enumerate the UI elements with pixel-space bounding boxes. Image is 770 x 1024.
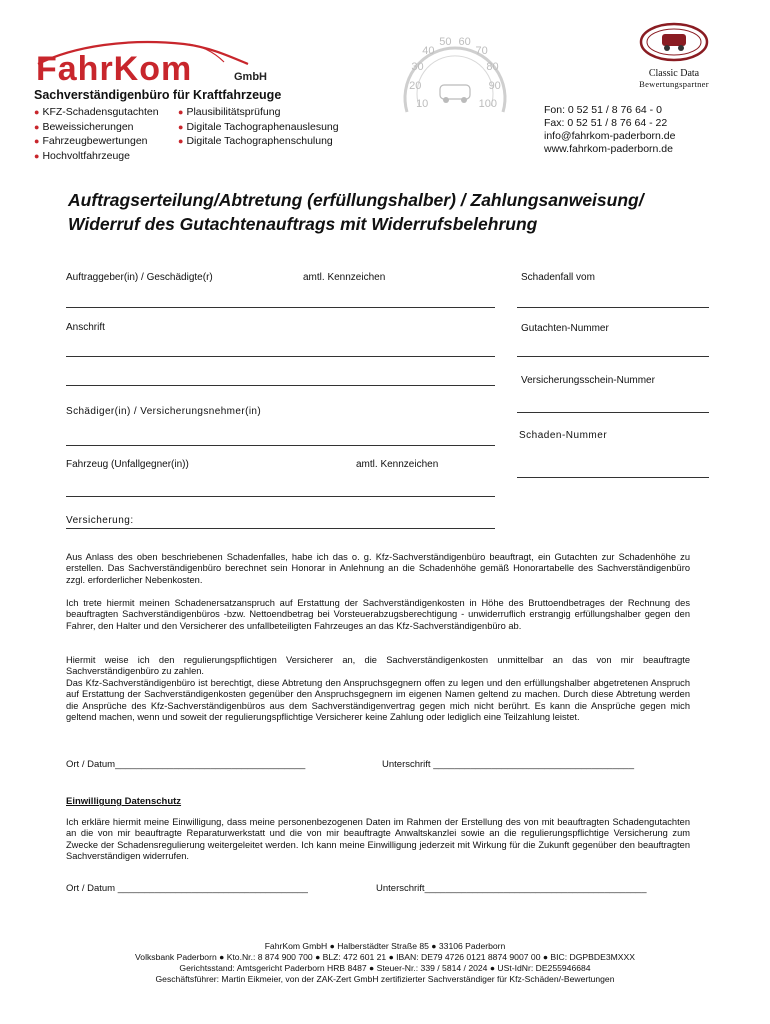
bullet-icon: ● (34, 150, 40, 161)
document-title (68, 188, 748, 236)
datenschutz-heading: Einwilligung Datenschutz (66, 796, 182, 807)
paragraph-berechtigung: Das Kfz-Sachverständigenbüro ist berechtigt, diese Abtretung den Anspruchsgegnern offen zu legen und den erfüllungshalber abgetretenen Anspruch auf Erstattung der Sachverständigenkosten gegenüber den Anspruchsgegnern im eigenen Namen geltend zu machen. Durch diese Abtretung werden die Ansprüche des Kfz-Sachverständigenbüros aus dem Sachverständigenvertrag gegen mich nicht berührt. Es kann die Ansprüche gegen mich geltend machen, wenn und soweit der regulierungspflichtige Versicherer keine Zahlung oder lediglich eine Teilzahlung leistet. (66, 678, 690, 723)
speedometer-number: 20 (409, 80, 422, 92)
footer-director: Geschäftsführer: Martin Eikmeier, von der ZAK-Zert GmbH zertifizierter Sachverständiger für Kfz-Schäden/-Bewertungen (155, 974, 615, 984)
title-line-2: Widerruf des Gutachtenauftrags mit Widerrufsbelehrung (68, 214, 538, 234)
logo-wordmark: FahrKom (36, 50, 193, 88)
title-line-1: Auftragserteilung/Abtretung (erfüllungshalber) / Zahlungsanweisung/ (68, 190, 644, 210)
service-item: ● Digitale Tachographenschulung (178, 135, 333, 147)
kennzeichen-label-2: amtl. Kennzeichen (356, 459, 439, 470)
paragraph-abtretung: Ich trete hiermit meinen Schadenersatzanspruch auf Erstattung der Sachverständigenkosten in Höhe des Bruttoendbetrages der Rechnung des beauftragten Sachverständigenbüros -bzw. Nettoendbetrag bei Vorsteuerabzugsberechtigung - unwiderruflich erstrangig erfüllungshalber gegen den Fahrer, den Halter und den Versicherer des unfallbeteiligten Fahrzeuges an das Kfz-Sachverständigenbüro ab. (66, 598, 690, 631)
schadenfall-label: Schadenfall vom (521, 272, 595, 283)
bullet-icon: ● (178, 136, 184, 146)
service-item: ● Beweissicherungen (34, 120, 134, 133)
contact-fax: Fax: 0 52 51 / 8 76 64 - 22 (544, 117, 668, 129)
bullet-icon: ● (34, 107, 40, 117)
contact-phone: Fon: 0 52 51 / 8 76 64 - 0 (544, 104, 662, 116)
contact-web[interactable]: www.fahrkom-paderborn.de (544, 143, 673, 155)
bullet-icon: ● (34, 136, 40, 146)
speedometer-number: 50 (439, 36, 452, 49)
schaediger-label: Schädiger(in) / Versicherungsnehmer(in) (66, 406, 262, 417)
versicherungsschein-field[interactable] (517, 412, 709, 413)
anschrift-field-2[interactable] (66, 385, 495, 386)
footer-address: FahrKom GmbH ● Halberstädter Straße 85 ● 33106 Paderborn (264, 941, 506, 951)
service-item: ● Fahrzeugbewertungen (34, 135, 148, 147)
versicherungsschein-label: Versicherungsschein-Nummer (521, 375, 655, 386)
contact-email[interactable]: info@fahrkom-paderborn.de (544, 130, 676, 142)
service-item: ● Plausibilitätsprüfung (178, 106, 281, 118)
contact-block (544, 104, 675, 156)
fahrzeug-label: Fahrzeug (Unfallgegner(in)) (66, 459, 189, 470)
bullet-icon: ● (178, 121, 184, 132)
speedometer-number: 90 (488, 80, 501, 92)
schaden-nummer-field[interactable] (517, 477, 709, 478)
auftraggeber-field[interactable] (66, 307, 495, 308)
speedometer-number: 60 (458, 36, 471, 49)
car-icon (440, 85, 470, 99)
anschrift-field-1[interactable] (66, 356, 495, 357)
classic-car-emblem-icon (634, 22, 714, 62)
speedometer-number: 40 (422, 45, 435, 58)
service-item: ● KFZ-Schadensgutachten (34, 106, 159, 118)
schaden-nummer-label: Schaden-Nummer (519, 430, 608, 441)
services-right-list (178, 105, 339, 149)
service-item: ● Digitale Tachographenauslesung (178, 120, 339, 133)
paragraph-zahlungsanweisung: Hiermit weise ich den regulierungspflichtigen Versicherer an, die Sachverständigenkosten unmittelbar an das von mir beauftragte Sachverständigenbüro zu zahlen. (66, 655, 690, 677)
versicherung-label: Versicherung: (66, 515, 134, 526)
versicherung-field[interactable] (66, 528, 495, 529)
auftraggeber-label: Auftraggeber(in) / Geschädigte(r) (66, 272, 213, 283)
speedometer-number: 10 (416, 97, 429, 110)
datenschutz-text: Ich erkläre hiermit meine Einwilligung, dass meine personenbezogenen Daten im Rahmen der Erstellung des von mit beauftragten Schadengutachten an die von mir beauftragte Reparaturwerkstatt und die von mir beauftragte Anwaltskanzlei sowie an die regulierungspflichtige Versicherung zum Zwecke der Schadensregulierung weitergeleitet werden. Ich kann meine Einwilligung jederzeit mit Wirkung für die Zukunft gegenüber den beauftragten Sachverständigen widerrufen. (66, 817, 690, 862)
company-logo (34, 34, 267, 90)
partner-logo (634, 22, 714, 89)
schadenfall-field[interactable] (517, 307, 709, 308)
gutachten-label: Gutachten-Nummer (521, 323, 609, 334)
speedometer-number: 80 (486, 61, 499, 73)
kennzeichen-label-1: amtl. Kennzeichen (303, 272, 386, 283)
partner-name: Classic Data (648, 68, 700, 79)
services-left-list (34, 105, 159, 163)
bullet-icon: ● (34, 121, 40, 132)
bullet-icon: ● (178, 107, 184, 117)
footer (40, 941, 730, 985)
footer-bank: Volksbank Paderborn ● Kto.Nr.: 8 874 900 700 ● BLZ: 472 601 21 ● IBAN: DE79 4726 0121 8874 9007 00 ● BIC: DGPBDE3MXXX (135, 952, 635, 962)
schaediger-field[interactable] (66, 445, 495, 446)
partner-tagline: Bewertungspartner (639, 79, 709, 89)
speedometer-number: 100 (478, 97, 497, 110)
footer-registry: Gerichtsstand: Amtsgericht Paderborn HRB 8487 ● Steuer-Nr.: 339 / 5814 / 2024 ● USt-IdNr: DE255946684 (179, 963, 591, 973)
ort-datum-field-1[interactable]: Ort / Datum____________________________________ (66, 759, 306, 770)
unterschrift-field-1[interactable]: Unterschrift ______________________________________ (382, 759, 634, 770)
speedometer-graphic (395, 30, 515, 125)
paragraph-auftrag: Aus Anlass des oben beschriebenen Schadenfalles, habe ich das o. g. Kfz-Sachverständigenbüro beauftragt, ein Gutachten zur Schadenhöhe zu erstellen. Das Sachverständigenbüro berechnet sein Honorar in Anlehnung an die Schadenhöhe gemäß Honorartabelle des Sachverständigenbüro zzgl. erforderlicher Nebenkosten. (66, 552, 690, 585)
fahrzeug-field[interactable] (66, 496, 495, 497)
ort-datum-field-2[interactable]: Ort / Datum ____________________________________ (66, 883, 308, 894)
speedometer-number: 70 (475, 45, 488, 58)
speedometer-number: 30 (411, 61, 424, 73)
anschrift-label: Anschrift (66, 322, 105, 333)
company-subtitle: Sachverständigenbüro für Kraftfahrzeuge (34, 88, 282, 102)
unterschrift-field-2[interactable]: Unterschrift__________________________________________ (376, 883, 647, 894)
service-item: ● Hochvoltfahrzeuge (34, 149, 130, 162)
gutachten-field[interactable] (517, 356, 709, 357)
logo-suffix: GmbH (234, 71, 267, 83)
